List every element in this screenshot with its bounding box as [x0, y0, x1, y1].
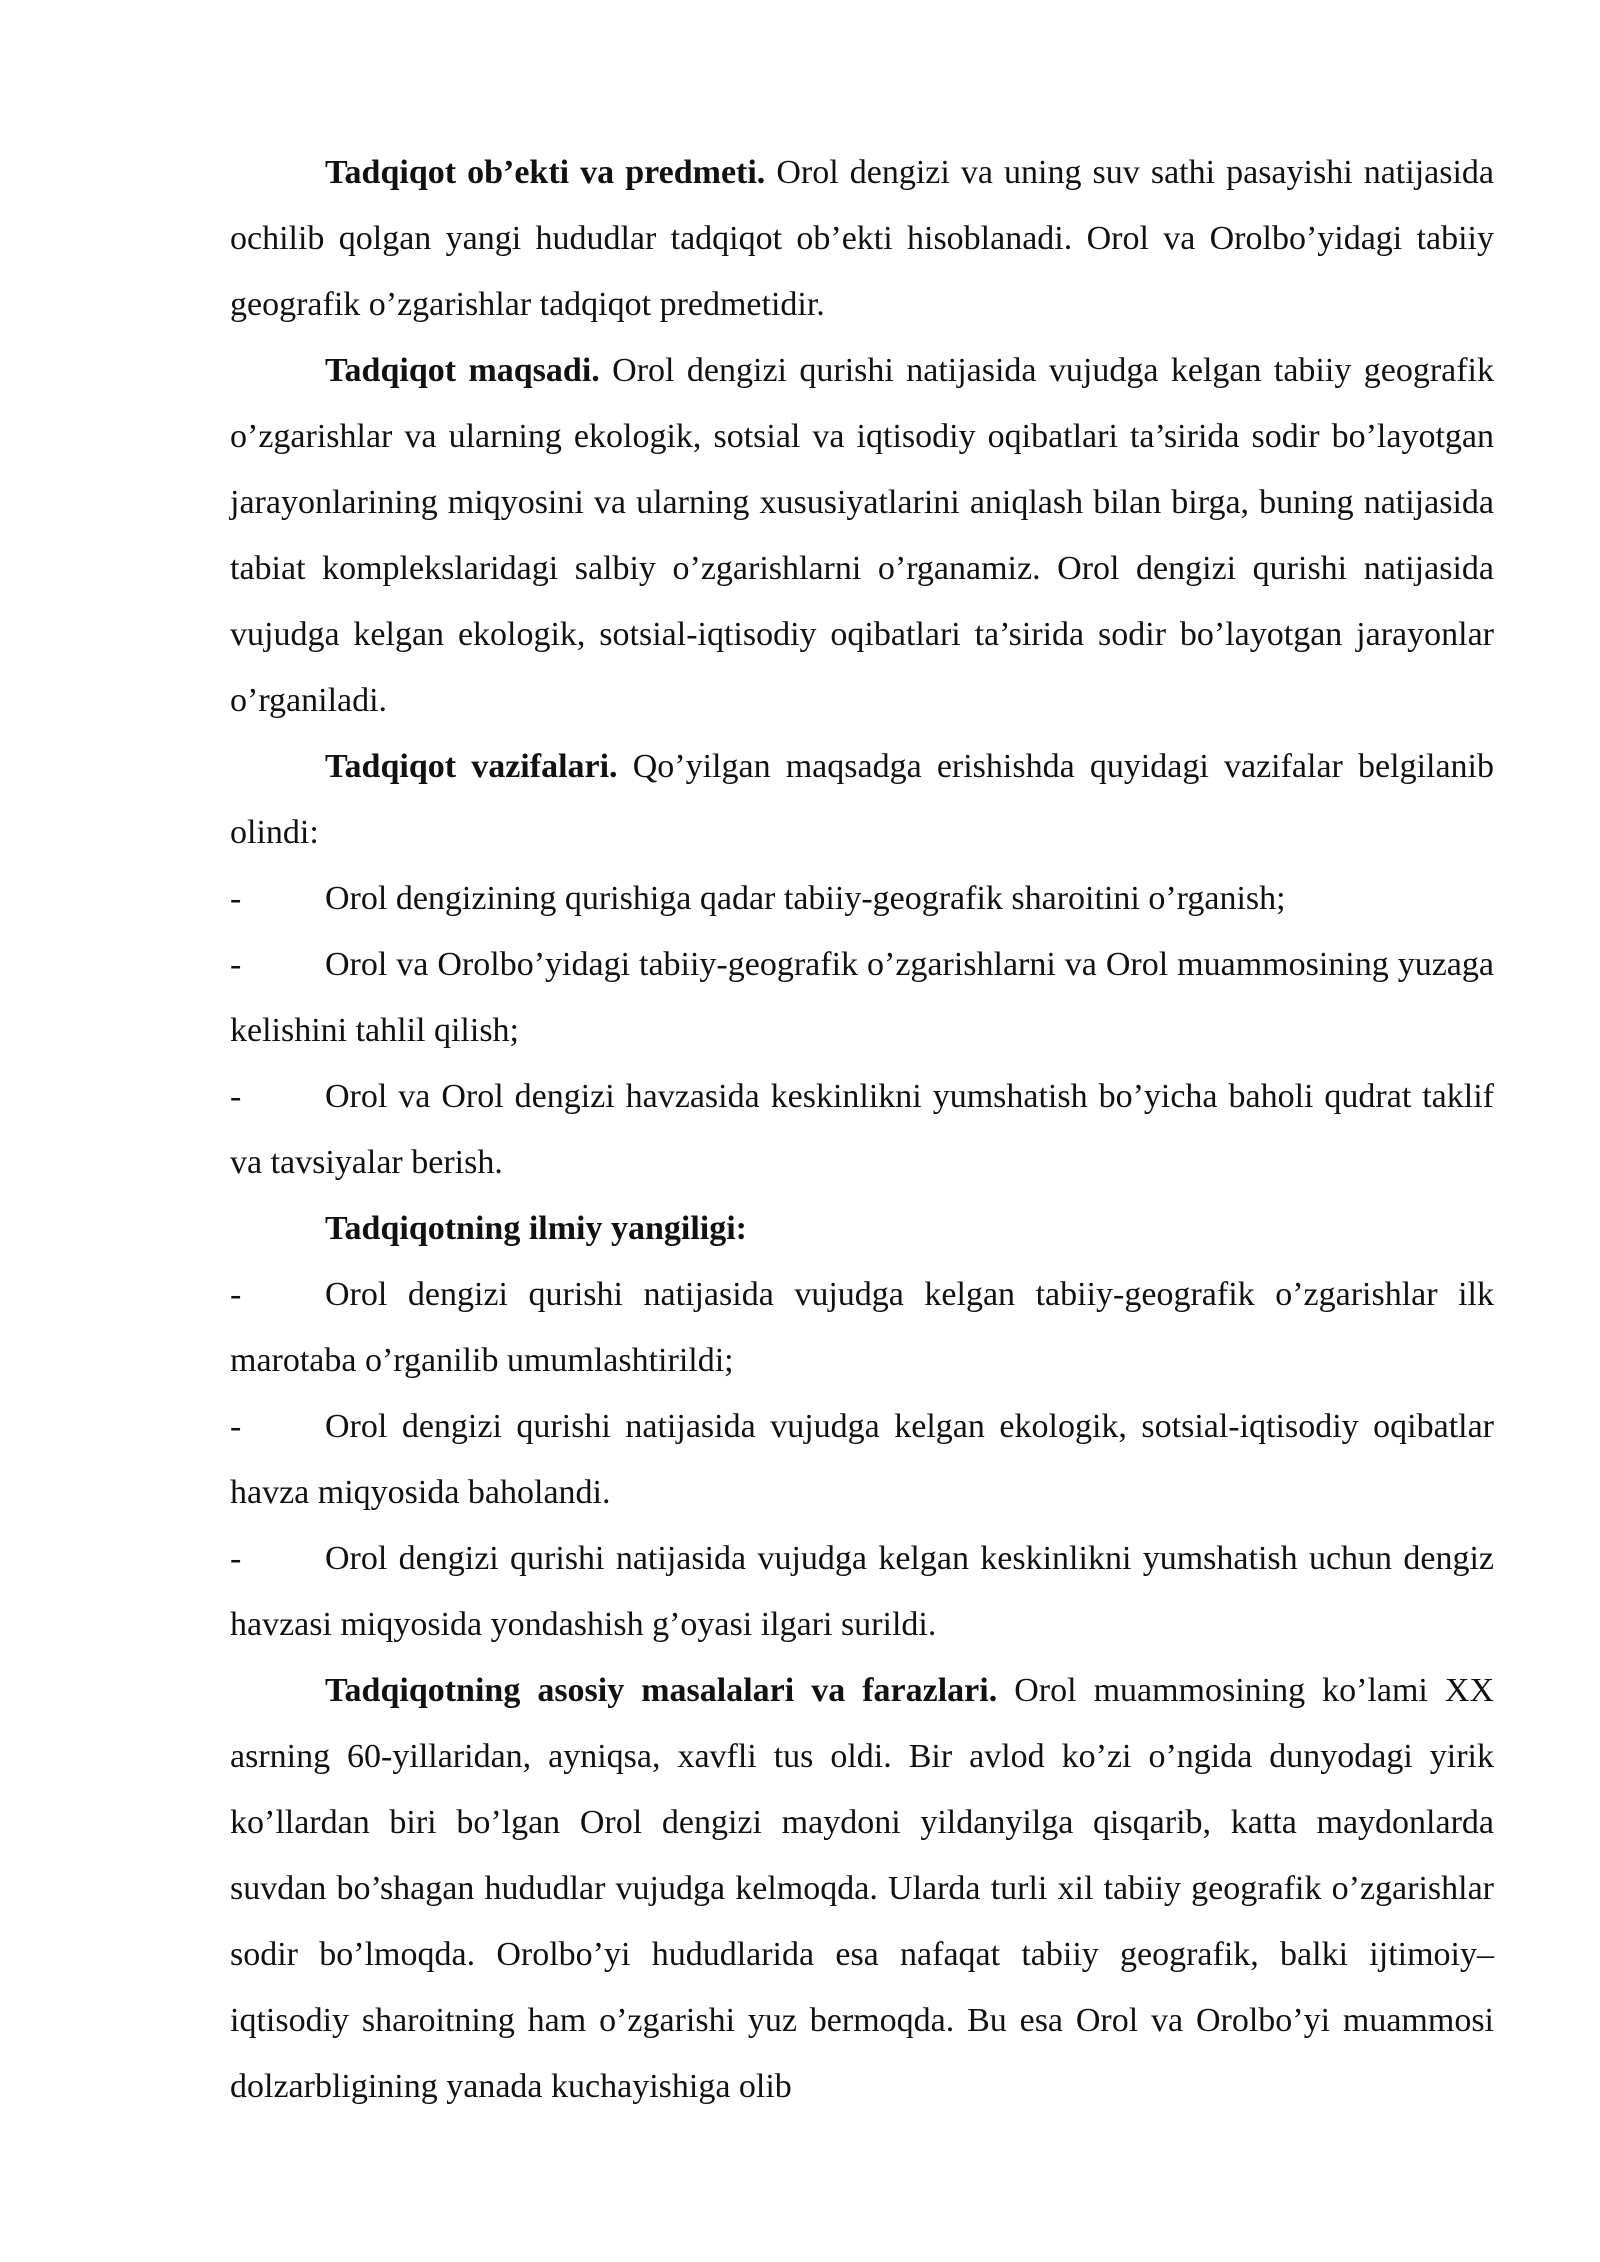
heading-object-subject: Tadqiqot ob’ekti va predmeti. [325, 154, 766, 191]
heading-goal: Tadqiqot maqsadi. [325, 352, 600, 389]
paragraph-tasks [230, 734, 1494, 866]
paragraph-main-issues [230, 1658, 1494, 2120]
list-item [230, 1262, 1494, 1394]
paragraph-novelty [230, 1196, 1494, 1262]
list-item [230, 866, 1494, 932]
heading-novelty: Tadqiqotning ilmiy yangiligi: [325, 1210, 747, 1247]
list-item-text: Orol va Orol dengizi havzasida keskinlikni yumshatish bo’yicha baholi qudrat taklif va tavsiyalar berish. [230, 1078, 1494, 1181]
list-item-text: Orol dengizining qurishiga qadar tabiiy-geografik sharoitini o’rganish; [325, 880, 1286, 917]
list-item-text: Orol dengizi qurishi natijasida vujudga kelgan tabiiy-geografik o’zgarishlar ilk marotaba o’rganilib umumlashtirildi; [230, 1276, 1494, 1379]
bullet-dash: - [230, 1276, 242, 1313]
list-item-text: Orol dengizi qurishi natijasida vujudga kelgan keskinlikni yumshatish uchun dengiz havzasi miqyosida yondashish g’oyasi ilgari surildi. [230, 1540, 1494, 1643]
text-goal: Orol dengizi qurishi natijasida vujudga kelgan tabiiy geografik o’zgarishlar va ularning ekologik, sotsial va iqtisodiy oqibatlari ta’sirida sodir bo’layotgan jarayonlarining miqyosini va ularning xususiyatlarini aniqlash bilan birga, buning natijasida tabiat komplekslaridagi salbiy o’zgarishlarni o’rganamiz. Orol dengizi qurishi natijasida vujudga kelgan ekologik, sotsial-iqtisodiy oqibatlari ta’sirida sodir bo’layotgan jarayonlar o’rganiladi. [230, 352, 1495, 719]
text-main-issues: Orol muammosining ko’lami XX asrning 60-yillaridan, ayniqsa, xavfli tus oldi. Bir avlod ko’zi o’ngida dunyodagi yirik ko’llardan biri bo’lgan Orol dengizi maydoni yildanyilga qisqarib, katta maydonlarda suvdan bo’shagan hududlar vujudga kelmoqda. Ularda turli xil tabiiy geografik o’zgarishlar sodir bo’lmoqda. Orolbo’yi hududlarida esa nafaqat tabiiy geografik, balki ijtimoiy–iqtisodiy sharoitning ham o’zgarishi yuz bermoqda. Bu esa Orol va Orolbo’yi muammosi dolzarbligining yanada kuchayishiga olib [230, 1672, 1494, 2105]
heading-tasks: Tadqiqot vazifalari. [325, 748, 618, 785]
bullet-dash: - [230, 1408, 242, 1445]
text-tasks: Qo’yilgan maqsadga erishishda quyidagi vazifalar belgilanib olindi: [230, 748, 1494, 851]
list-item [230, 1526, 1494, 1658]
bullet-dash: - [230, 1078, 242, 1115]
paragraph-object-subject [230, 140, 1494, 338]
bullet-dash: - [230, 880, 242, 917]
paragraph-goal [230, 338, 1494, 734]
list-item [230, 1394, 1494, 1526]
text-object-subject: Orol dengizi va uning suv sathi pasayishi natijasida ochilib qolgan yangi hududlar tadqiqot ob’ekti hisoblanadi. Orol va Orolbo’yidagi tabiiy geografik o’zgarishlar tadqiqot predmetidir. [230, 154, 1494, 323]
bullet-dash: - [230, 1540, 242, 1577]
heading-main-issues: Tadqiqotning asosiy masalalari va farazlari. [325, 1672, 998, 1709]
list-item [230, 1064, 1494, 1196]
document-page [230, 140, 1494, 2120]
bullet-dash: - [230, 946, 242, 983]
list-item-text: Orol va Orolbo’yidagi tabiiy-geografik o’zgarishlarni va Orol muammosining yuzaga kelishini tahlil qilish; [230, 946, 1494, 1049]
list-item-text: Orol dengizi qurishi natijasida vujudga kelgan ekologik, sotsial-iqtisodiy oqibatlar havza miqyosida baholandi. [230, 1408, 1494, 1511]
list-item [230, 932, 1494, 1064]
